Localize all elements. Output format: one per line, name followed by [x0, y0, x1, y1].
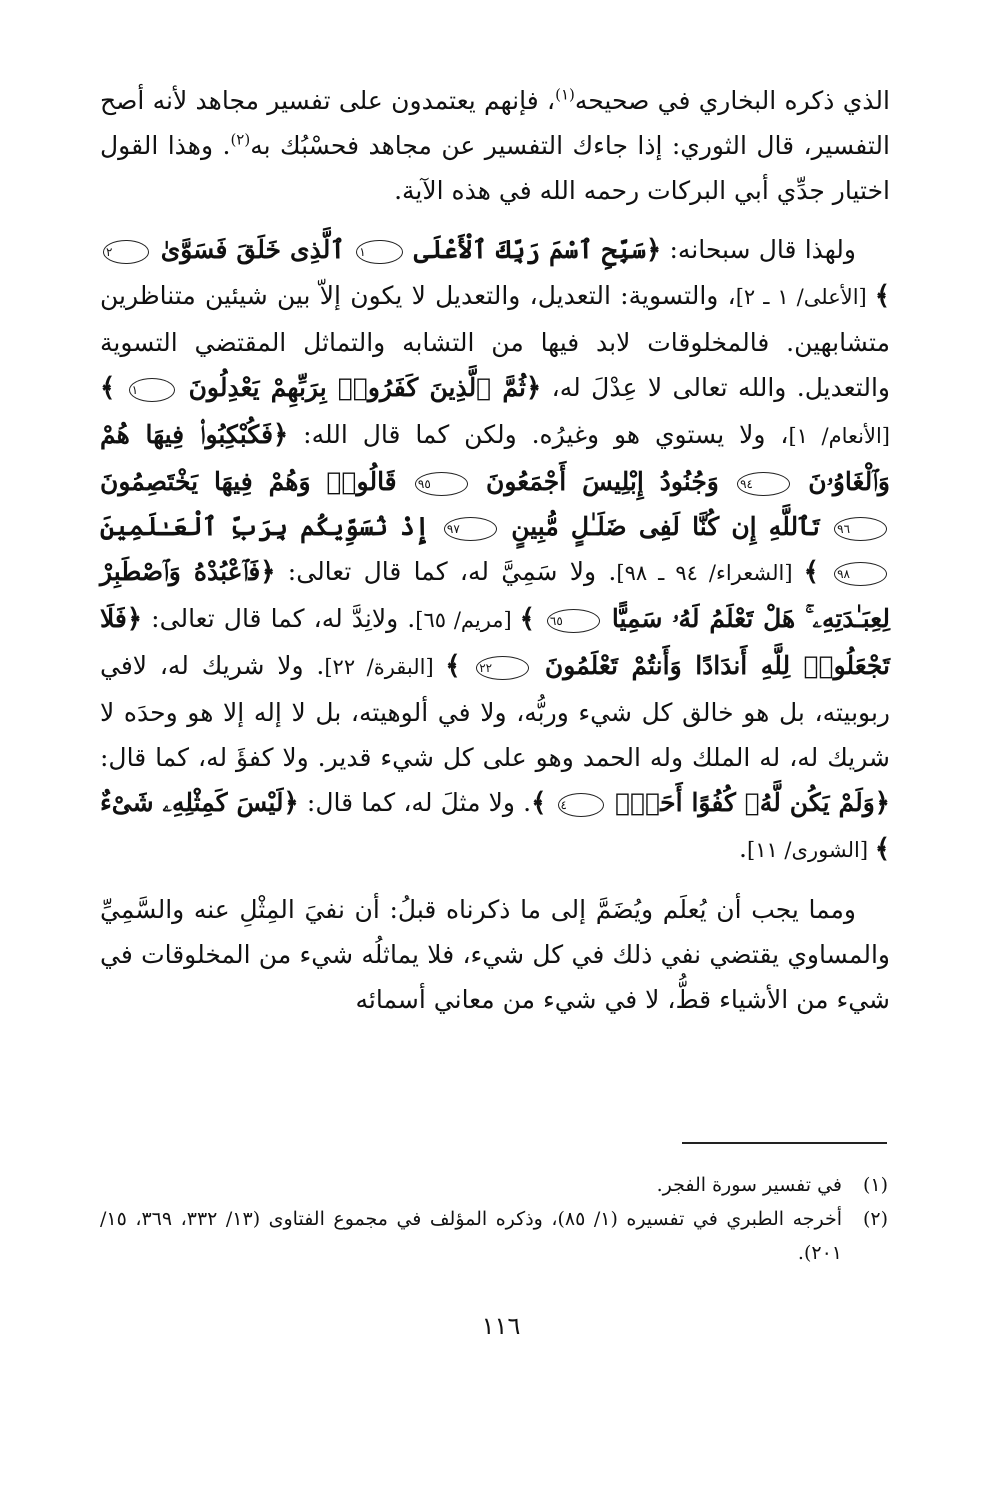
quran-verse-text: فَكُبْكِبُوا۟ فِيهَا هُمْ وَٱلْغَاوُۥنَ [100, 420, 891, 496]
page-number: ١١٦ [481, 1312, 521, 1340]
ayah-number-marker: ٩٦ [834, 517, 887, 541]
footnote-reference: (١) [555, 85, 575, 104]
quran-verse-text: وَجُنُودُ إِبْلِيسَ أَجْمَعُونَ [486, 467, 719, 496]
ornate-bracket: ﴿ [874, 788, 891, 818]
body-text: ومما يجب أن يُعلَم ويُضَمَّ إلى ما ذكرناه قبلُ: أن نفيَ المِثْلِ عنه والسَّمِيِّ والمساوي يقتضي نفي ذلك في كل شيء، فلا يماثلُه شيء من المخلوقات في شيء من الأشياء قطُّ، لا في شيء من معاني أسمائه [100, 895, 890, 1014]
ornate-bracket: ﴿ [646, 235, 662, 265]
surah-reference: [مريم/ ٦٥] [415, 608, 520, 632]
ayah-number-marker: ٩٥ [415, 472, 468, 496]
surah-reference: [البقرة/ ٢٢] [324, 655, 446, 679]
ayah-number-marker: ٦٥ [547, 609, 600, 633]
footnote-text: أخرجه الطبري في تفسيره (١/ ٨٥)، وذكره المؤلف في مجموع الفتاوى (١٣/ ٣٣٢، ٣٦٩، ١٥/ ٢٠١). [100, 1208, 843, 1264]
body-text: ، فإنهم يعتمدون على تفسير مجاهد لأنه أصح التفسير، قال الثوري: إذا جاءك التفسير عن مجاهد فحسْبُك به [100, 86, 890, 160]
page-body [100, 78, 890, 1036]
ornate-bracket: ﴾ [874, 281, 890, 311]
ayah-number-marker: ٢ [103, 240, 149, 264]
surah-reference: [الشورى/ ١١] [746, 838, 875, 862]
paragraph [100, 78, 890, 213]
footnote-item [100, 1202, 888, 1270]
body-text: . ولانِدَّ له، كما قال تعالى: [142, 604, 416, 633]
quran-verse-text: قَالُوا۟ وَهُمْ فِيهَا يَخْتَصِمُونَ [100, 467, 397, 496]
body-text: . ولا شريك له، لافي ربوبيته، بل هو خالق كل شيء وربُّه، ولا في ألوهيته، بل لا إله إلا هو وحدَه لا شريك له، له الملك وله الحمد وهو على كل شيء قدير. ولا كفؤَ له، كما قال: [100, 651, 890, 772]
ayah-number-marker: ٢٢ [476, 656, 529, 680]
ornate-bracket: ﴿ [273, 420, 289, 450]
body-text: . وهذا القول اختيار جدِّي أبي البركات رحمه الله في هذه الآية. [100, 131, 890, 205]
ornate-bracket: ﴿ [283, 788, 299, 818]
quran-verse-text: ثُمَّ ٱلَّذِينَ كَفَرُوا۟ بِرَبِّهِمْ يَعْدِلُونَ [188, 373, 526, 402]
surah-reference: [الأعلى/ ١ ـ ٢] [735, 285, 875, 309]
body-text: الذي ذكره البخاري في صحيحه [574, 86, 890, 115]
surah-reference: [الشعراء/ ٩٤ ـ ٩٨] [616, 561, 804, 585]
surah-reference: [الأنعام/ ١] [788, 424, 890, 448]
body-text: . ولا سَمِيَّ له، كما قال تعالى: [275, 557, 617, 586]
ornate-bracket: ﴿ [260, 557, 276, 587]
ornate-bracket: ﴾ [874, 834, 890, 864]
quran-verse-text: إِذْ نُسَوِّيكُم بِرَبِّ ٱلْعَـٰلَمِينَ [100, 512, 430, 541]
ayah-number-marker: ٩٧ [444, 517, 497, 541]
ayah-number-marker: ٩٨ [834, 562, 887, 586]
quran-verse-text: لَيْسَ كَمِثْلِهِۦ شَىْءٌ [100, 788, 284, 817]
body-text: . [739, 834, 747, 863]
ayah-number-marker: ١ [129, 378, 175, 402]
quran-verse-text: فَلَا تَجْعَلُوا۟ لِلَّهِ أَندَادًا وَأَنتُمْ تَعْلَمُونَ [100, 604, 890, 680]
body-text: ، ولا يستوي هو وغيرُه. ولكن كما قال الله: [288, 420, 789, 449]
ornate-bracket: ﴾ [531, 788, 547, 818]
ornate-bracket: ﴾ [100, 373, 116, 403]
footnote-item [100, 1168, 888, 1202]
ornate-bracket: ﴾ [445, 651, 461, 681]
quran-verse-text: تَٱللَّهِ إِن كُنَّا لَفِى ضَلَـٰلٍ مُّبِينٍ [511, 512, 820, 541]
paragraph [100, 227, 890, 873]
body-text: . ولا مثلَ له، كما قال: [298, 788, 532, 817]
quran-verse-text: فَٱعْبُدْهُ وَٱصْطَبِرْ لِعِبَـٰدَتِهِۦ ۚ هَلْ تَعْلَمُ لَهُۥ سَمِيًّا [100, 557, 890, 633]
footnote-separator [682, 1142, 887, 1144]
footnote-reference: (٢) [230, 130, 251, 149]
ayah-number-marker: ٩٤ [737, 472, 790, 496]
footnote-number: (٢) [862, 1208, 888, 1230]
ornate-bracket: ﴾ [519, 604, 535, 634]
paragraph [100, 887, 890, 1022]
footnote-text: في تفسير سورة الفجر. [656, 1174, 842, 1196]
body-text: ولهذا قال سبحانه: [661, 235, 856, 264]
ayah-number-marker: ٤ [558, 793, 604, 817]
ornate-bracket: ﴿ [525, 373, 542, 403]
footnotes [100, 1168, 888, 1270]
ornate-bracket: ﴾ [803, 557, 819, 587]
ornate-bracket: ﴿ [126, 604, 143, 634]
footnote-number: (١) [862, 1174, 888, 1196]
quran-verse-text: سَبِّحِ ٱسْمَ رَبِّكَ ٱلْأَعْلَى [413, 235, 646, 264]
quran-verse-text: وَلَمْ يَكُن لَّهُۥ كُفُوًا أَحَدٌۢ [615, 788, 875, 817]
quran-verse-text: ٱلَّذِى خَلَقَ فَسَوَّىٰ [160, 235, 345, 264]
body-text: ، والتسوية: التعديل، والتعديل لا يكون إلاّ بين شيئين متناظرين متشابهين. فالمخلوقات لابد فيها من التشابه والتماثل المقتضي التسوية والتعديل. والله تعالى لا عِدْلَ له، [100, 281, 890, 402]
ayah-number-marker: ١ [356, 240, 402, 264]
